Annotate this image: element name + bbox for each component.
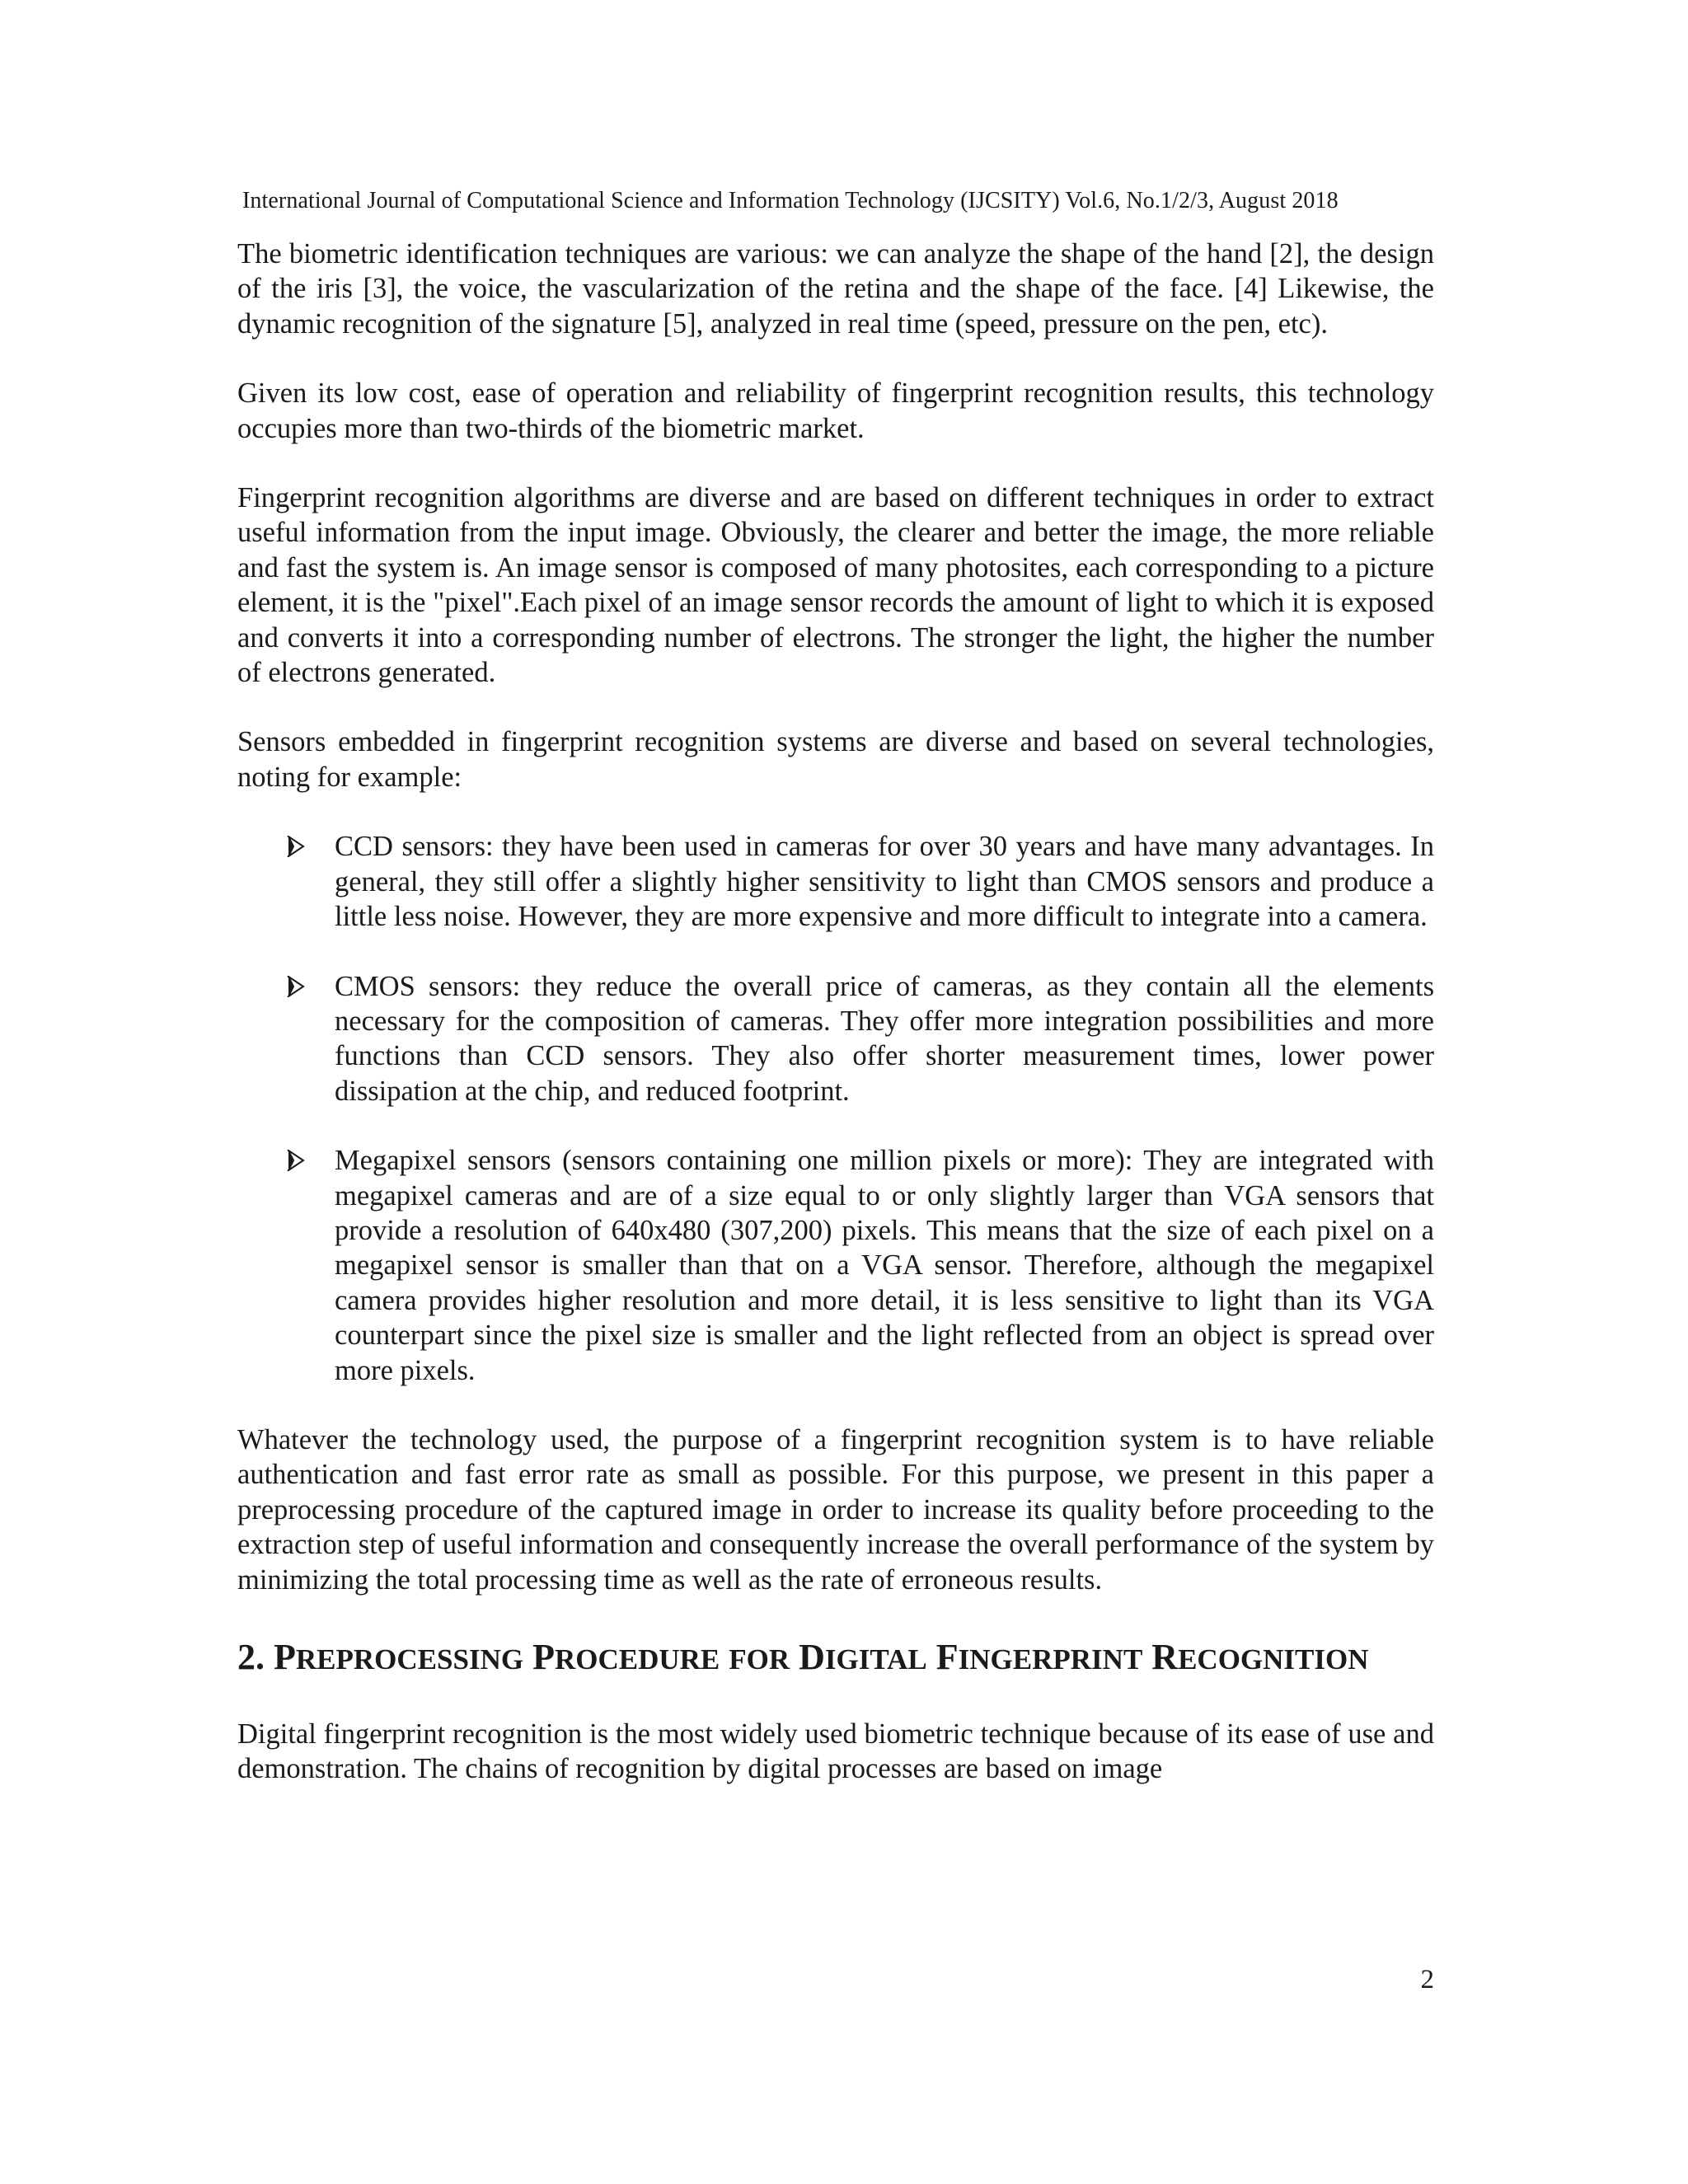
section-heading (237, 1637, 1434, 1680)
paragraph-recognition-algorithms: Fingerprint recognition algorithms are diverse and are based on different techniques in order to extract useful information from the input image. Obviously, the clearer and better the image, the more reliable and fast the system is. An image sensor is composed of many photosites, each corresponding to a picture element, it is the "pixel".Each pixel of an image sensor records the amount of light to which it is exposed and converts it into a corresponding number of electrons. The stronger the light, the higher the number of electrons generated. (237, 482, 1434, 689)
list-item-text: CCD sensors: they have been used in cameras for over 30 years and have many advantages. In general, they still offer a slightly higher sensitivity to light than CMOS sensors and produce a little less noise. However, they are more expensive and more difficult to integrate into a camera. (335, 831, 1434, 933)
section-word: PREPROCESSING (274, 1637, 524, 1677)
page-number: 2 (1420, 1965, 1434, 1994)
paragraph-fingerprint-market: Given its low cost, ease of operation and reliability of fingerprint recognition results, this technology occupies more than two-thirds of the biometric market. (237, 377, 1434, 444)
arrowhead-bullet-icon (287, 836, 305, 857)
section-word: PROCEDURE (532, 1637, 720, 1677)
list-item-text: CMOS sensors: they reduce the overall price of cameras, as they contain all the elements necessary for the composition of cameras. They offer more integration possibilities and more functions than CCD sensors. They also offer shorter measurement times, lower power dissipation at the chip, and reduced footprint. (335, 970, 1434, 1107)
paragraph-biometric-techniques: The biometric identification techniques are various: we can analyze the shape of the hand [2], the design of the iris [3], the voice, the vascularization of the retina and the shape of the face. [4] Likewise, the dynamic recognition of the signature [5], analyzed in real time (speed, pressure on the pen, etc). (237, 238, 1434, 340)
section-word: FOR (729, 1643, 790, 1675)
section-word: RECOGNITION (1151, 1637, 1369, 1677)
running-header: International Journal of Computational Science and Information Technology (IJCSITY) Vol.6, No.1/2/3, August 2018 (242, 188, 1339, 213)
section-word: DIGITAL (799, 1637, 927, 1677)
section-number: 2. (237, 1637, 265, 1677)
paragraph-digital-recognition: Digital fingerprint recognition is the most widely used biometric technique because of its ease of use and demonstration. The chains of recognition by digital processes are based on image (237, 1718, 1434, 1785)
paragraph-sensor-technologies: Sensors embedded in fingerprint recognition systems are diverse and based on several technologies, noting for example: (237, 726, 1434, 793)
article-body (237, 237, 1434, 1821)
paragraph-purpose: Whatever the technology used, the purpose of a fingerprint recognition system is to have reliable authentication and fast error rate as small as possible. For this purpose, we present in this paper a preprocessing procedure of the captured image in order to increase its quality before proceeding to the extraction step of useful information and consequently increase the overall performance of the system by minimizing the total processing time as well as the rate of erroneous results. (237, 1423, 1434, 1596)
section-word: FINGERPRINT (935, 1637, 1143, 1677)
list-item-megapixel (237, 1143, 1434, 1388)
arrowhead-bullet-icon (287, 976, 305, 997)
list-item-cmos (237, 969, 1434, 1109)
arrowhead-bullet-icon (287, 1150, 305, 1171)
sensor-list (237, 829, 1434, 1388)
list-item-text: Megapixel sensors (sensors containing one million pixels or more): They are integrated with megapixel cameras and are of a size equal to or only slightly larger than VGA sensors that provide a resolution of 640x480 (307,200) pixels. This means that the size of each pixel on a megapixel sensor is smaller than that on a VGA sensor. Therefore, although the megapixel camera provides higher resolution and more detail, it is less sensitive to light than its VGA counterpart since the pixel size is smaller and the light reflected from an object is spread over more pixels. (335, 1145, 1434, 1386)
list-item-ccd (237, 829, 1434, 934)
